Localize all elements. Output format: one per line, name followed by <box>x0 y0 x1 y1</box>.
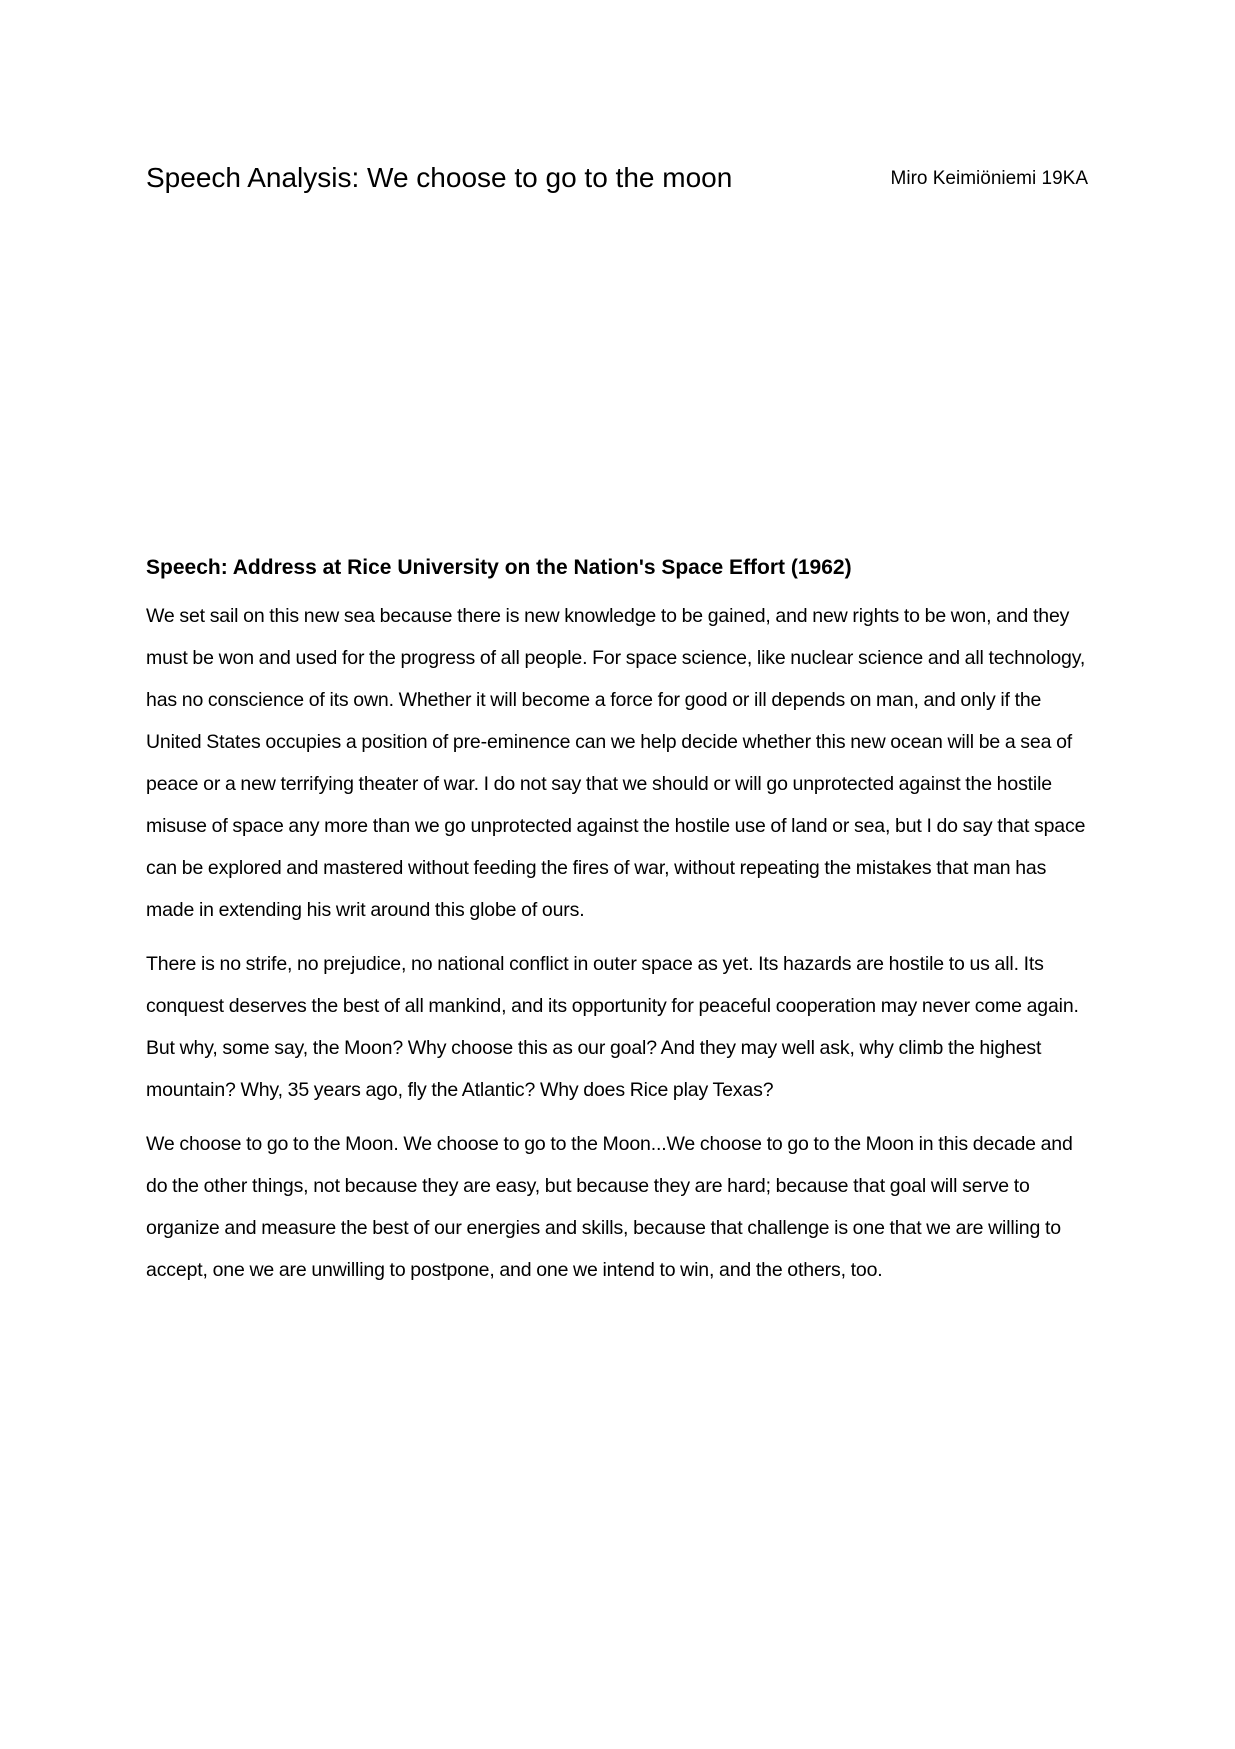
speech-section <box>146 553 1094 1303</box>
speech-paragraph-2: There is no strife, no prejudice, no national conflict in outer space as yet. Its hazards are hostile to us all. Its conquest deserves the best of all mankind, and its opportunity for peaceful cooperation may never come again. But why, some say, the Moon? Why choose this as our goal? And they may well ask, why climb the highest mountain? Why, 35 years ago, fly the Atlantic? Why does Rice play Texas? <box>146 953 1079 1101</box>
document-author: Miro Keimiöniemi 19KA <box>890 168 1088 189</box>
document-title: Speech Analysis: We choose to go to the moon <box>146 162 733 193</box>
speech-heading: Speech: Address at Rice University on the Nation's Space Effort (1962) <box>146 556 852 579</box>
speech-paragraph-1: We set sail on this new sea because there is new knowledge to be gained, and new rights to be won, and they must be won and used for the progress of all people. For space science, like nuclear science and all technology, has no conscience of its own. Whether it will become a force for good or ill depends on man, and only if the United States occupies a position of pre-eminence can we help decide whether this new ocean will be a sea of peace or a new terrifying theater of war. I do not say that we should or will go unprotected against the hostile misuse of space any more than we go unprotected against the hostile use of land or sea, but I do say that space can be explored and mastered without feeding the fires of war, without repeating the mistakes that man has made in extending his writ around this globe of ours. <box>146 605 1086 921</box>
speech-paragraph-3: We choose to go to the Moon. We choose to go to the Moon...We choose to go to the Moon in this decade and do the other things, not because they are easy, but because they are hard; because that goal will serve to organize and measure the best of our energies and skills, because that challenge is one that we are willing to accept, one we are unwilling to postpone, and one we intend to win, and the others, too. <box>146 1133 1073 1281</box>
